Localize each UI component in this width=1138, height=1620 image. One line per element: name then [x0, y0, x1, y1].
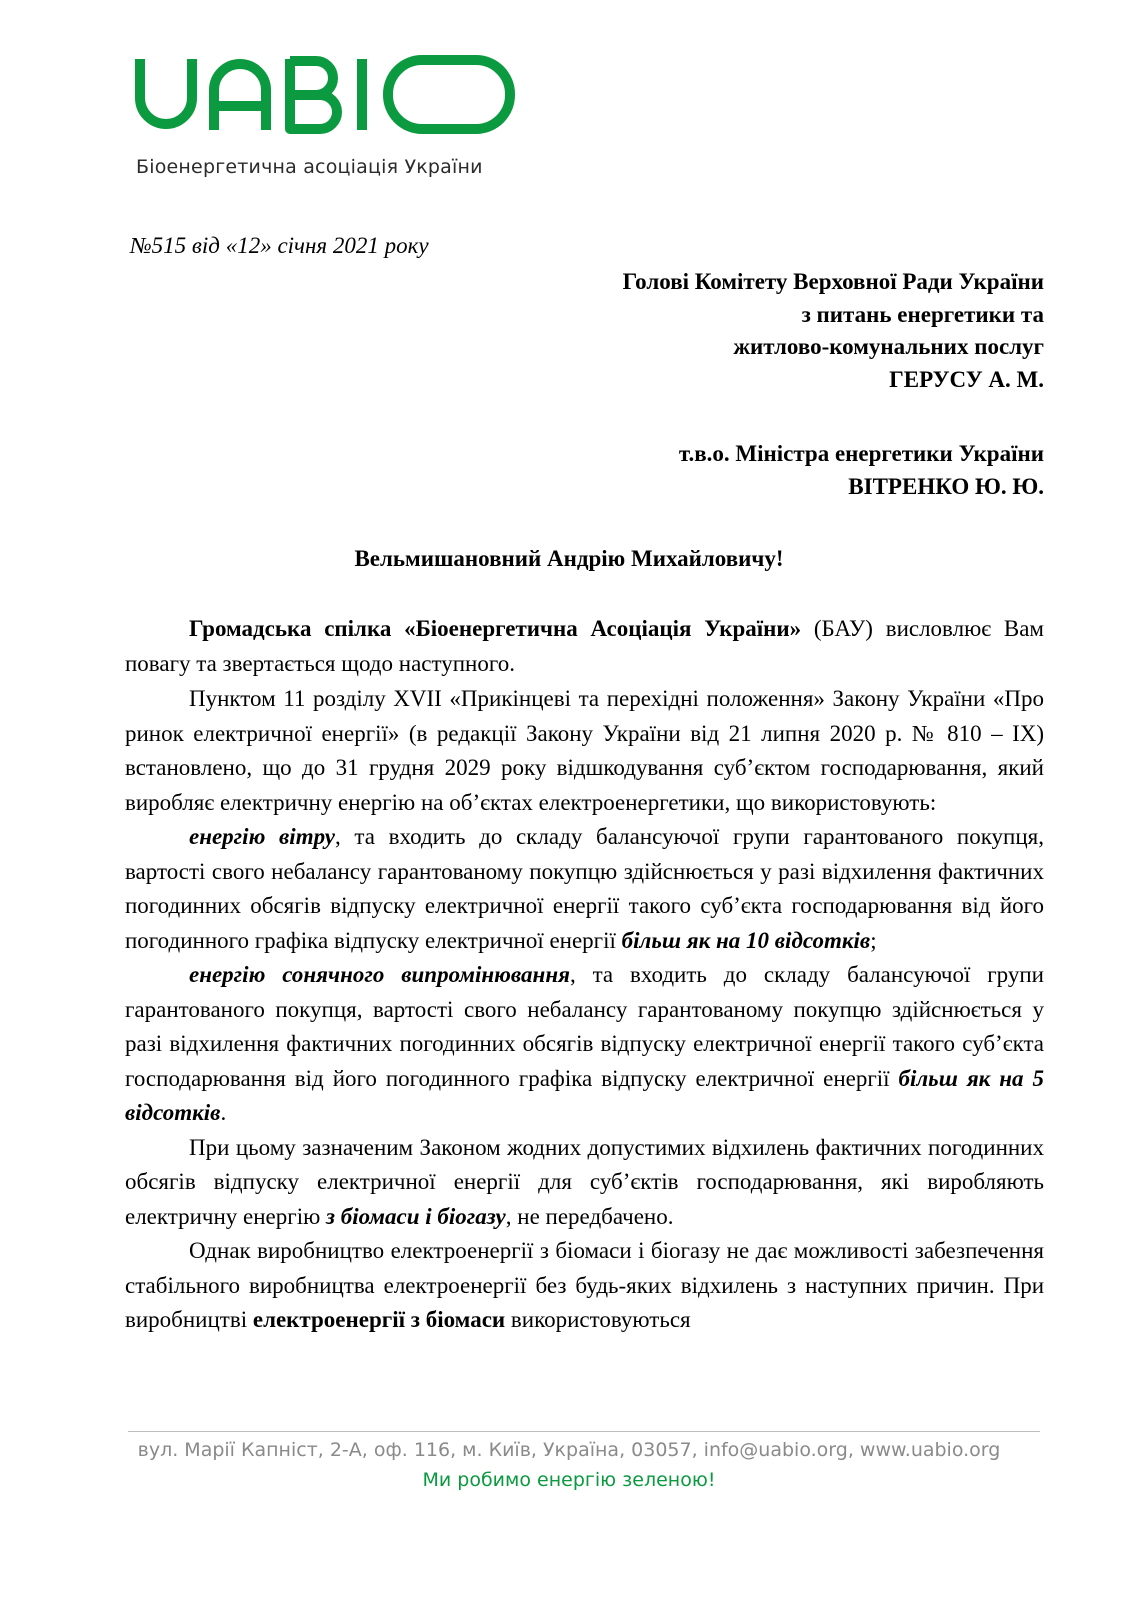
- letter-body: [125, 612, 1044, 1338]
- emphasis-wind: енергію вітру: [189, 824, 335, 849]
- organization-tagline: Біоенергетична асоціація України: [136, 156, 483, 178]
- paragraph-text: При цьому зазначеним Законом жодних допустимих відхилень фактичних погодинних обсягів відпуску електричної енергії для суб’єктів господарювання, які виробляють електричну енергію: [125, 1134, 1044, 1229]
- paragraph-reasons: [125, 1234, 1044, 1338]
- emphasis-10-percent: більш як на 10 відсотків: [621, 927, 871, 953]
- paragraph-biomass-none: [125, 1131, 1044, 1235]
- paragraph-text: Однак виробництво електроенергії з біомаси і біогазу не дає можливості забезпечення стабільного виробництва електроенергії без будь-яких відхилень з наступних причин. При виробництві: [125, 1238, 1044, 1332]
- uabio-logo: [130, 54, 520, 134]
- letter-reference-number: №515 від «12» січня 2021 року: [130, 233, 429, 258]
- paragraph-text: , не передбачено.: [505, 1203, 674, 1229]
- paragraph-text: використовуються: [505, 1307, 691, 1332]
- paragraph-text: ;: [870, 927, 877, 953]
- footer-slogan: Ми робимо енергію зеленою!: [422, 1469, 716, 1491]
- addressee-line: з питань енергетики та: [801, 301, 1044, 327]
- paragraph-text: , та входить до складу балансуючої групи гарантованого покупця, вартості свого небалансу гарантованому покупцю здійснюється у разі відхилення фактичних погодинних обсягів відпуску електричної енергії такого суб’єкта господарювання від його погодинного графіка відпуску електричної енергії: [125, 962, 1044, 1091]
- paragraph-intro: [125, 612, 1044, 681]
- emphasis-solar: енергію сонячного випромінювання: [189, 962, 570, 987]
- addressee-minister: [679, 438, 1044, 503]
- paragraph-text: .: [220, 1100, 227, 1125]
- footer-address: вул. Марії Капніст, 2-А, оф. 116, м. Київ, Україна, 03057, info@uabio.org, www.uabio.org: [137, 1439, 1001, 1461]
- organization-name: Громадська спілка «Біоенергетична Асоціація України»: [189, 616, 802, 641]
- addressee-line: т.в.о. Міністра енергетики України: [678, 441, 1044, 466]
- paragraph-text: (БАУ) висловлює Вам повагу та звертається щодо наступного.: [125, 616, 1044, 676]
- greeting: Вельмишановний Андрію Михайловичу!: [354, 546, 784, 571]
- paragraph-wind: [125, 820, 1044, 958]
- emphasis-5-percent: більш як на 5 відсотків: [125, 1065, 1044, 1125]
- addressee-line: житлово-комунальних послуг: [733, 334, 1044, 359]
- paragraph-text: , та входить до складу балансуючої групи гарантованого покупця, вартості свого небалансу гарантованому покупцю здійснюється у разі відхилення фактичних погодинних обсягів відпуску електричної енергії такого суб’єкта господарювання від його погодинного графіка відпуску електричної енергії: [125, 824, 1044, 953]
- footer-divider: [128, 1431, 1040, 1432]
- paragraph-solar: [125, 958, 1044, 1131]
- addressee-line: Голові Комітету Верховної Ради України: [622, 269, 1044, 294]
- addressee-name: ВІТРЕНКО Ю. Ю.: [848, 473, 1044, 499]
- addressee-name: ГЕРУСУ А. М.: [889, 366, 1044, 392]
- emphasis-biomass-electricity: електроенергії з біомаси: [252, 1307, 506, 1332]
- emphasis-biomass-biogas: з біомаси і біогазу: [326, 1203, 506, 1229]
- paragraph-law: Пунктом 11 розділу XVII «Прикінцеві та перехідні положення» Закону України «Про ринок електричної енергії» (в редакції Закону України від 21 липня 2020 р. № 810 – IX) встановлено, що до 31 грудня 2029 року відшкодування суб’єктом господарювання, який виробляє електричну енергію на об’єктах електроенергетики, що використовують:: [125, 686, 1044, 815]
- addressee-committee: [623, 266, 1044, 396]
